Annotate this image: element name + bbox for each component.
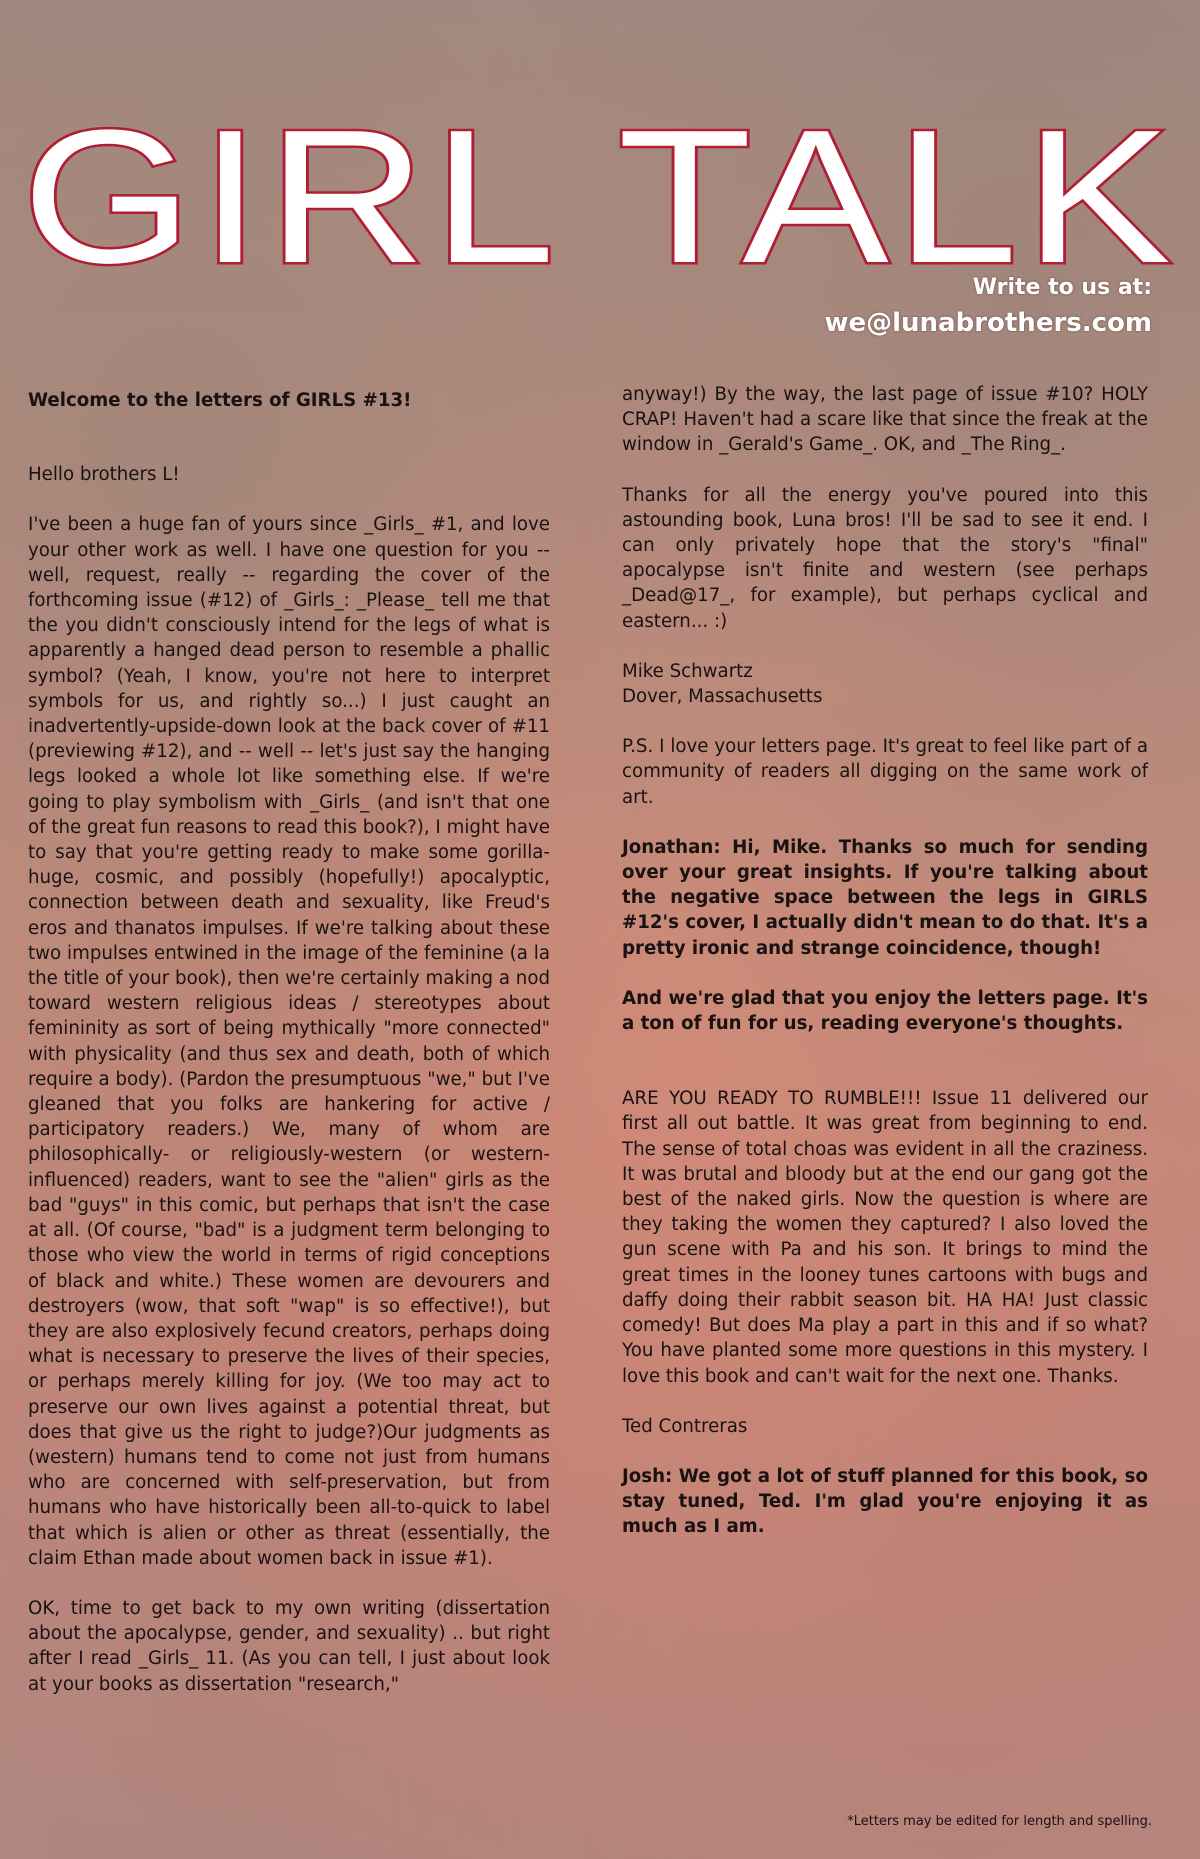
editor-reply: Jonathan: Hi, Mike. Thanks so much for sending over your great insights. If you're talking about the negative space between the legs in GIRLS #12's cover, I actually didn't mean to do that. It's a pretty ironic and strange coincidence, though!: [622, 836, 1148, 959]
letter-paragraph: ARE YOU READY TO RUMBLE!!! Issue 11 delivered our first all out battle. It was great from beginning to end. The sense of total choas was evident in all the craziness. It was brutal and bloody but at the end our gang got the best of the naked girls. Now the question is where are they taking the women they captured? I also loved the gun scene with Pa and his son. It brings to mind the great times in the looney tunes cartoons with bugs and daffy doing their rabbit season bit. HA HA! Just classic comedy! But does Ma play a part in this and if so what? You have planted some more questions in this mystery. I love this book and can't wait for the next one. Thanks.: [622, 1088, 1148, 1387]
left-column: [28, 388, 550, 1697]
letter-signature: Ted Contreras: [622, 1415, 748, 1437]
contact-label: Write to us at:: [972, 275, 1152, 300]
signature-name: Mike Schwartz: [622, 660, 753, 682]
letter-postscript: P.S. I love your letters page. It's great to feel like part of a community of readers all digging on the same work of art.: [622, 736, 1148, 808]
contact-email[interactable]: we@lunabrothers.com: [824, 308, 1152, 338]
signature-place: Dover, Massachusetts: [622, 686, 823, 708]
editor-reply: And we're glad that you enjoy the letters page. It's a ton of fun for us, reading everyone's thoughts.: [622, 987, 1148, 1035]
masthead-title: [22, 62, 1178, 290]
letter-paragraph-continuation: anyway!) By the way, the last page of issue #10? HOLY CRAP! Haven't had a scare like that since the freak at the window in _Gerald's Game_. OK, and _The Ring_.: [622, 384, 1148, 456]
letter-paragraph: Thanks for all the energy you've poured into this astounding book, Luna bros! I'll be sad to see it end. I can only privately hope that the story's "final" apocalypse isn't finite and western (see perhaps _Dead@17_, for example), but perhaps cyclical and eastern... :): [622, 484, 1148, 632]
footnote: *Letters may be edited for length and spelling.: [847, 1814, 1152, 1829]
welcome-heading: Welcome to the letters of GIRLS #13!: [28, 390, 412, 411]
masthead-svg: [22, 62, 1178, 290]
right-column: [622, 382, 1148, 1565]
letter-paragraph-continued: OK, time to get back to my own writing (dissertation about the apocalypse, gender, and sexuality) .. but right after I read _Girls_ 11. (As you can tell, I just about look at your books as dissertation "research,": [28, 1597, 550, 1695]
letter-greeting: Hello brothers L!: [28, 464, 180, 486]
letter-signature: [622, 659, 1148, 709]
masthead-text: GIRL TALK: [22, 91, 1178, 290]
editor-reply: Josh: We got a lot of stuff planned for this book, so stay tuned, Ted. I'm glad you're enjoying it as much as I am.: [622, 1465, 1148, 1538]
letter-paragraph: I've been a huge fan of yours since _Girls_ #1, and love your other work as well. I have one question for you -- well, request, really -- regarding the cover of the forthcoming issue (#12) of _Girls_: _Please_ tell me that the you didn't consciously intend for the legs of what is apparently a hanged dead person to resemble a phallic symbol? (Yeah, I know, you're not here to interpret symbols for us, and rightly so...) I just caught an inadvertently-upside-down look at the back cover of #11 (previewing #12), and -- well -- let's just say the hanging legs looked a whole lot like something else. If we're going to play symbolism with _Girls_ (and isn't that one of the great fun reasons to read this book?), I might have to say that you're getting ready to make some gorilla-huge, cosmic, and possibly (hopefully!) apocalyptic, connection between death and sexuality, like Freud's eros and thanatos impulses. If we're talking about these two impulses entwined in the image of the feminine (a la the title of your book), then we're certainly making a nod toward western religious ideas / stereotypes about femininity as sort of being mythically "more connected" with physicality (and thus sex and death, both of which require a body). (Pardon the presumptuous "we," but I've gleaned that you folks are hankering for active / participatory readers.) We, many of whom are philosophically- or religiously-western (or western-influenced) readers, want to see the "alien" girls as the bad "guys" in this comic, but perhaps that isn't the case at all. (Of course, "bad" is a judgment term belonging to those who view the world in terms of rigid conceptions of black and white.) These women are devourers and destroyers (wow, that soft "wap" is so effective!), but they are also explosively fecund creators, perhaps doing what is necessary to preserve the lives of their species, or perhaps merely killing for joy. (We too may act to preserve our own lives against a potential threat, but does that give us the right to judge?)Our judgments as (western) humans tend to come not just from humans who are concerned with self-preservation, but from humans who have historically been all-to-quick to label that which is alien or other as threat (essentially, the claim Ethan made about women back in issue #1).: [28, 514, 550, 1569]
contact-block: [824, 272, 1152, 342]
